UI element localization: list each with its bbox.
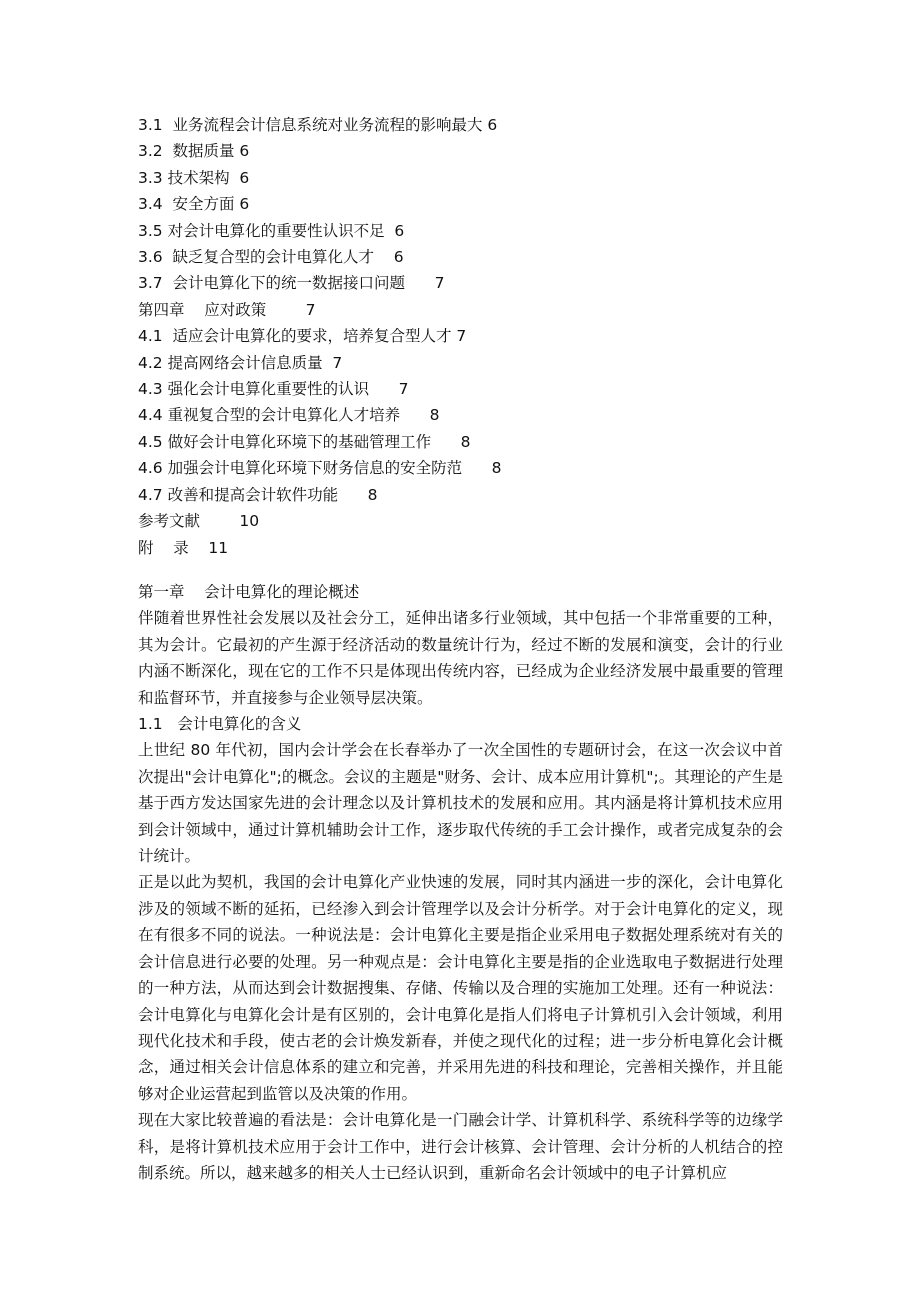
toc-entry-4-4: 4.4 重视复合型的会计电算化人才培养 8 [138, 406, 440, 425]
toc-entry-references: 参考文献 10 [138, 512, 260, 531]
toc-entry-3-4: 3.4 安全方面 6 [138, 195, 250, 214]
chapter-1-intro-paragraph: 伴随着世界性社会发展以及社会分工，延伸出诸多行业领域，其中包括一个非常重要的工种，其为会计。它最初的产生源于经济活动的数量统计行为，经过不断的发展和演变，会计的行业内涵不断深化，现在它的工作不只是体现出传统内容，已经成为企业经济发展中最重要的管理和监督环节，并直接参与企业领导层决策。 [138, 609, 783, 707]
toc-entry-3-1: 3.1 业务流程会计信息系统对业务流程的影响最大 6 [138, 116, 498, 134]
toc-entry-3-2: 3.2 数据质量 6 [138, 142, 250, 161]
toc-entry-3-5: 3.5 对会计电算化的重要性认识不足 6 [138, 221, 405, 240]
toc-entry-chapter-4: 第四章 应对政策 7 [138, 300, 316, 319]
paragraph-origin: 上世纪 80 年代初，国内会计学会在长春举办了一次全国性的专题研讨会，在这一次会议中首次提出"会计电算化";的概念。会议的主题是"财务、会计、成本应用计算机";。其理论的产生是基于西方发达国家先进的会计理念以及计算机技术的发展和应用。其内涵是将计算机技术应用到会计领域中，通过计算机辅助会计工作，逐步取代传统的手工会计操作，或者完成复杂的会计统计。 [138, 741, 783, 866]
toc-entry-4-3: 4.3 强化会计电算化重要性的认识 7 [138, 380, 409, 399]
toc-entry-3-3: 3.3 技术架构 6 [138, 168, 250, 187]
chapter-1-heading: 第一章 会计电算化的理论概述 [138, 583, 360, 601]
toc-entry-4-1: 4.1 适应会计电算化的要求，培养复合型人才 7 [138, 327, 467, 346]
toc-entry-appendix: 附 录 11 [138, 538, 229, 557]
toc-entry-4-5: 4.5 做好会计电算化环境下的基础管理工作 8 [138, 432, 471, 451]
toc-entry-4-7: 4.7 改善和提高会计软件功能 8 [138, 485, 378, 504]
toc-entry-4-2: 4.2 提高网络会计信息质量 7 [138, 353, 343, 372]
paragraph-common-view: 现在大家比较普遍的看法是：会计电算化是一门融会计学、计算机科学、系统科学等的边缘学科，是将计算机技术应用于会计工作中，进行会计核算、会计管理、会计分析的人机结合的控制系统。所以，越来越多的相关人士已经认识到，重新命名会计领域中的电子计算机应 [138, 1111, 783, 1182]
toc-entry-3-7: 3.7 会计电算化下的统一数据接口问题 7 [138, 274, 445, 293]
paragraph-definitions: 正是以此为契机，我国的会计电算化产业快速的发展，同时其内涵进一步的深化，会计电算化涉及的领域不断的延拓，已经渗入到会计管理学以及会计分析学。对于会计电算化的定义，现在有很多不同的说法。一种说法是：会计电算化主要是指企业采用电子数据处理系统对有关的会计信息进行必要的处理。另一种观点是：会计电算化主要是指的企业选取电子数据进行处理的一种方法，从而达到会计数据搜集、存储、传输以及合理的实施加工处理。还有一种说法：会计电算化与电算化会计是有区别的，会计电算化是指人们将电子计算机引入会计领域，利用现代化技术和手段，使古老的会计焕发新春，并使之现代化的过程；进一步分析电算化会计概念，通过相关会计信息体系的建立和完善，并采用先进的科技和理论，完善相关操作，并且能够对企业运营起到监管以及决策的作用。 [138, 873, 783, 1103]
section-1-1-heading: 1.1 会计电算化的含义 [138, 715, 302, 734]
document-body [138, 579, 783, 1186]
toc-entry-3-6: 3.6 缺乏复合型的会计电算化人才 6 [138, 248, 404, 267]
table-of-contents [138, 112, 783, 561]
toc-entry-4-6: 4.6 加强会计电算化环境下财务信息的安全防范 8 [138, 459, 502, 478]
